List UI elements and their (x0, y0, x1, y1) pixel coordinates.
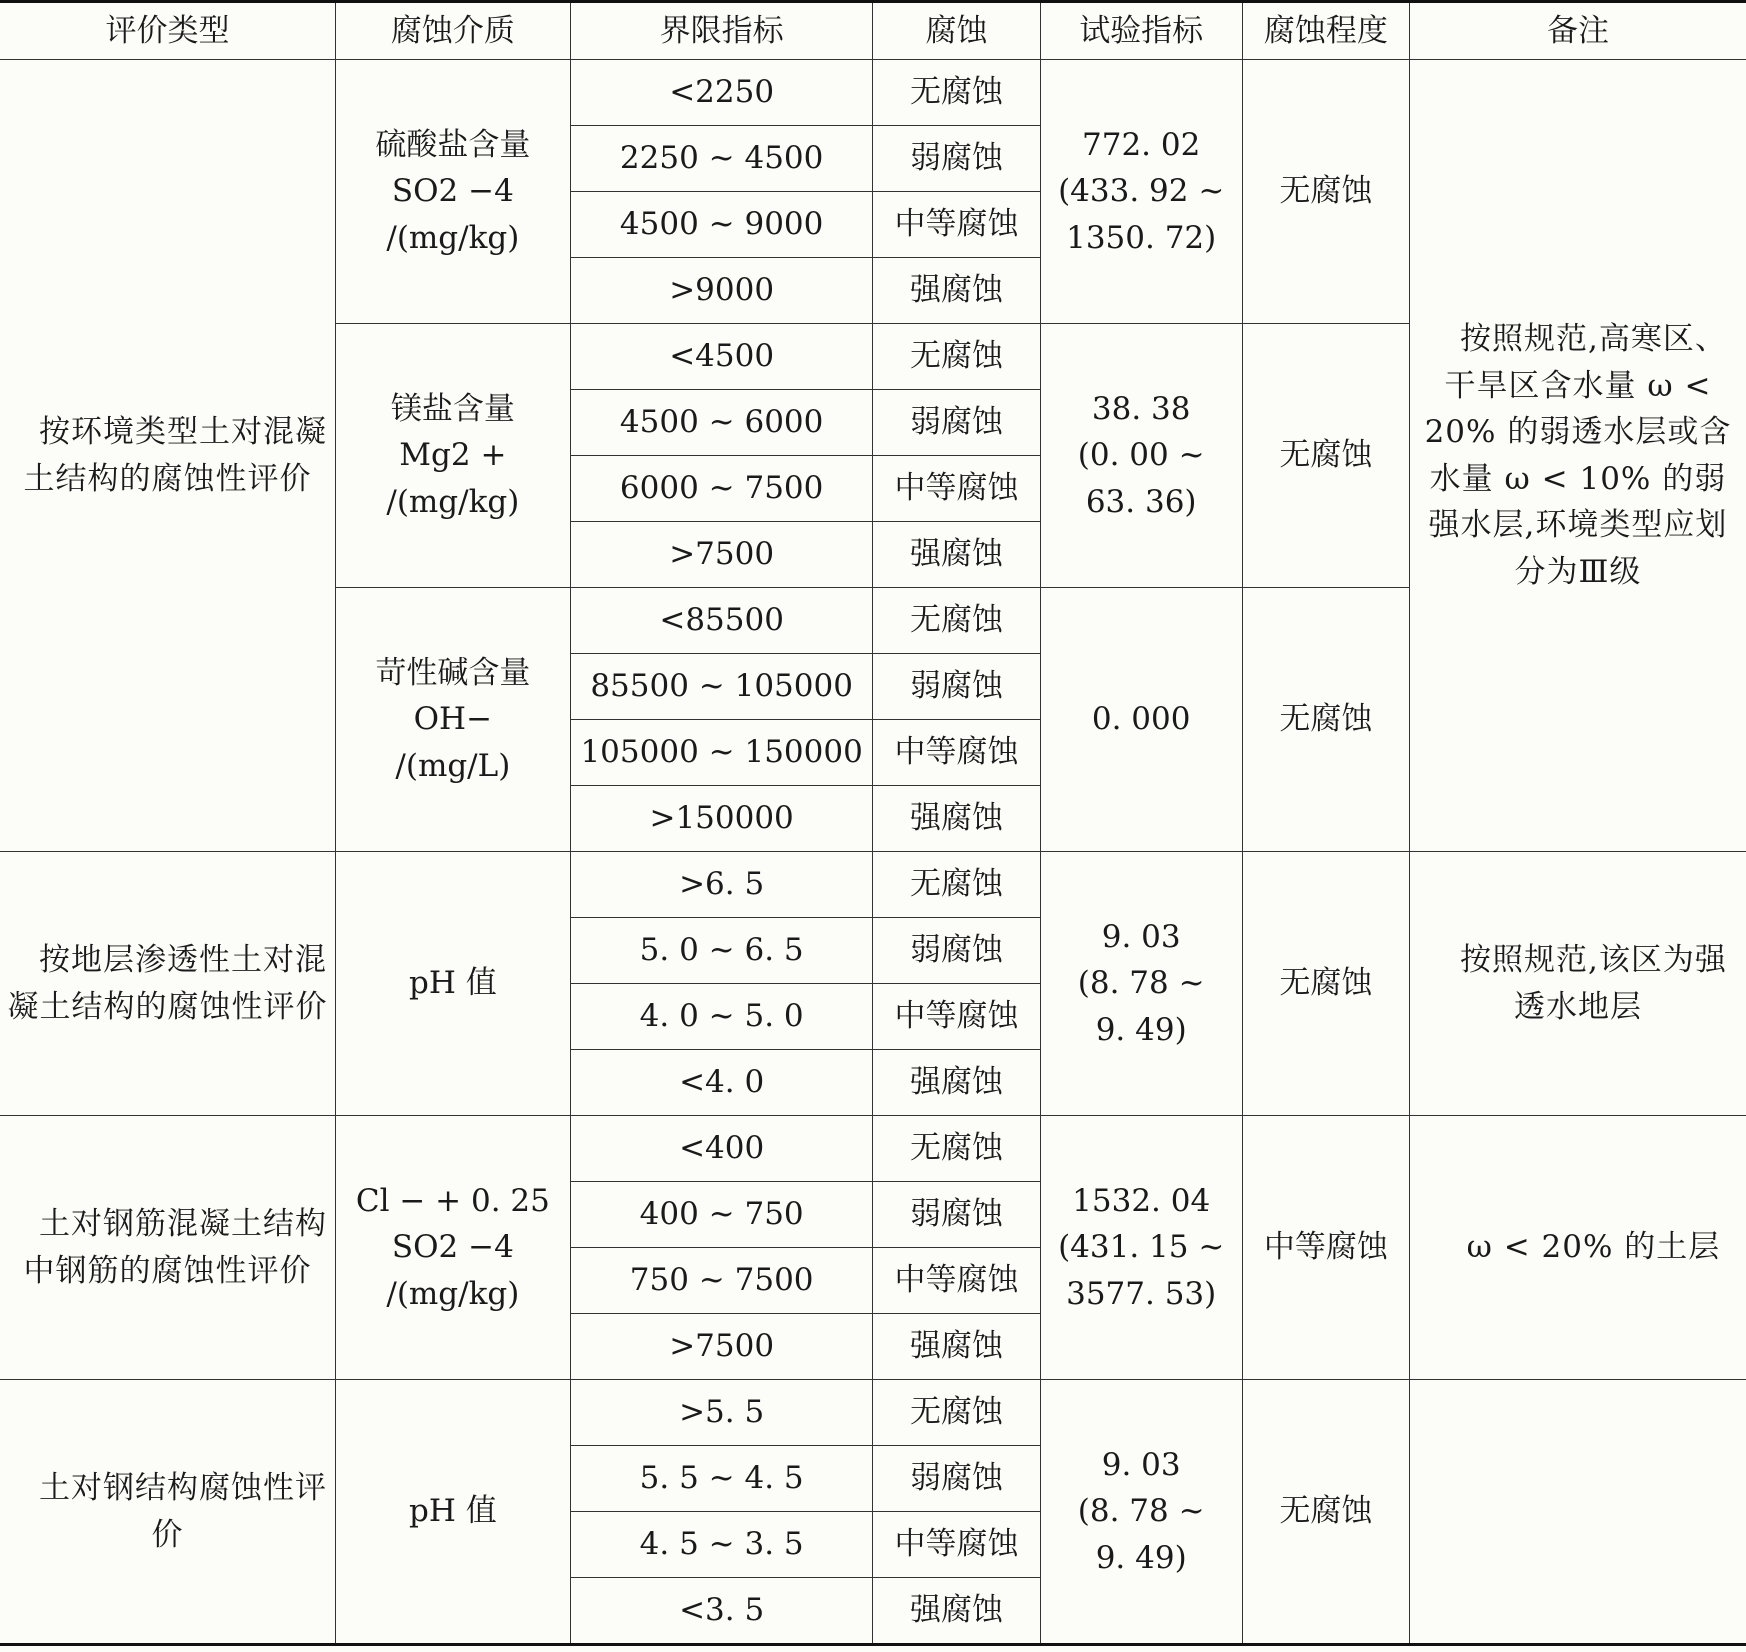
limit-value: >5. 5 (570, 1380, 873, 1446)
test-value-line: (0. 00 ~ (1077, 437, 1205, 474)
corrosion-level: 无腐蚀 (873, 1380, 1040, 1446)
formula-charge (466, 701, 492, 737)
test-value-line: 1350. 72) (1066, 219, 1217, 256)
test-value (1040, 1380, 1242, 1645)
test-value-line: (433. 92 ~ (1058, 173, 1225, 210)
header-cell-medium: 腐蚀介质 (335, 2, 570, 60)
limit-value: 5. 0 ~ 6. 5 (570, 918, 873, 984)
corrosion-level: 强腐蚀 (873, 1050, 1040, 1116)
corrosion-medium (335, 1380, 570, 1645)
formula-subscript: 4 (494, 1229, 514, 1266)
corrosion-level: 中等腐蚀 (873, 1248, 1040, 1314)
evaluation-category: 按环境类型土对混凝土结构的腐蚀性评价 (0, 60, 335, 852)
remark: 按照规范,该区为强透水地层 (1409, 852, 1746, 1116)
corrosion-level: 弱腐蚀 (873, 1182, 1040, 1248)
test-value-line: 9. 49) (1095, 1011, 1187, 1048)
test-value-line: (8. 78 ~ (1077, 1493, 1205, 1530)
corrosion-level: 强腐蚀 (873, 1314, 1040, 1380)
medium-line: pH 值 (408, 1493, 497, 1530)
limit-value: 5. 5 ~ 4. 5 (570, 1446, 873, 1512)
limit-value: >6. 5 (570, 852, 873, 918)
header-cell-test: 试验指标 (1040, 2, 1242, 60)
corrosion-degree-result: 无腐蚀 (1242, 852, 1409, 1116)
limit-value: 6000 ~ 7500 (570, 456, 873, 522)
corrosion-degree-result: 无腐蚀 (1242, 1380, 1409, 1645)
corrosion-level: 强腐蚀 (873, 258, 1040, 324)
corrosion-medium (335, 1116, 570, 1380)
test-value-line: 9. 03 (1101, 918, 1181, 955)
medium-line: /(mg/kg) (386, 1275, 520, 1312)
formula-base: SO (391, 1229, 439, 1266)
table-row (0, 1116, 1746, 1182)
corrosion-degree-result: 中等腐蚀 (1242, 1116, 1409, 1380)
limit-value: 4500 ~ 6000 (570, 390, 873, 456)
remark: ω < 20% 的土层 (1409, 1116, 1746, 1380)
evaluation-category: 按地层渗透性土对混凝土结构的腐蚀性评价 (0, 852, 335, 1116)
medium-formula (342, 696, 564, 743)
test-value-line: 38. 38 (1091, 390, 1191, 427)
corrosion-level: 弱腐蚀 (873, 1446, 1040, 1512)
limit-value: 4500 ~ 9000 (570, 192, 873, 258)
test-value (1040, 324, 1242, 588)
medium-line: 镁盐含量 (390, 390, 515, 427)
medium-formula (342, 1224, 564, 1271)
limit-value: <3. 5 (570, 1578, 873, 1645)
formula-charge (439, 1229, 514, 1265)
limit-value: 400 ~ 750 (570, 1182, 873, 1248)
table-row (0, 60, 1746, 126)
limit-value: >7500 (570, 522, 873, 588)
test-value (1040, 1116, 1242, 1380)
corrosion-level: 中等腐蚀 (873, 1512, 1040, 1578)
header-cell-degree: 腐蚀程度 (1242, 2, 1409, 60)
header-cell-corrosion: 腐蚀 (873, 2, 1040, 60)
header-cell-limit: 界限指标 (570, 2, 873, 60)
limit-value: >7500 (570, 1314, 873, 1380)
limit-value: 750 ~ 7500 (570, 1248, 873, 1314)
medium-line: 硫酸盐含量 (375, 126, 531, 163)
corrosion-level: 强腐蚀 (873, 786, 1040, 852)
corrosion-level: 中等腐蚀 (873, 456, 1040, 522)
test-value-line: 63. 36) (1085, 483, 1197, 520)
medium-line: pH 值 (408, 965, 497, 1002)
evaluation-category: 土对钢结构腐蚀性评价 (0, 1380, 335, 1645)
medium-line: /(mg/kg) (386, 219, 520, 256)
corrosion-level: 中等腐蚀 (873, 984, 1040, 1050)
limit-value: <4. 0 (570, 1050, 873, 1116)
limit-value: <2250 (570, 60, 873, 126)
test-value-line: 3577. 53) (1066, 1275, 1217, 1312)
remark (1409, 1380, 1746, 1645)
limit-value: 105000 ~ 150000 (570, 720, 873, 786)
corrosion-medium (335, 60, 570, 324)
formula-base: OH (413, 701, 467, 738)
formula-superscript: 2 + (450, 437, 507, 474)
medium-line: Cl − + 0. 25 (355, 1182, 550, 1219)
corrosion-level: 中等腐蚀 (873, 192, 1040, 258)
test-value-line: 9. 03 (1101, 1446, 1181, 1483)
corrosion-level: 弱腐蚀 (873, 918, 1040, 984)
test-value-line: 772. 02 (1082, 126, 1201, 163)
header-cell-category: 评价类型 (0, 2, 335, 60)
test-value-line: 1532. 04 (1072, 1182, 1211, 1219)
formula-superscript: 2 − (438, 173, 495, 210)
header-row (0, 2, 1746, 60)
formula-base: SO (391, 173, 439, 210)
medium-line: /(mg/L) (395, 747, 511, 784)
test-value-line: 9. 49) (1095, 1539, 1187, 1576)
corrosion-medium (335, 852, 570, 1116)
test-value (1040, 852, 1242, 1116)
corrosion-level: 强腐蚀 (873, 522, 1040, 588)
test-value-line: (431. 15 ~ (1058, 1229, 1225, 1266)
corrosion-degree-result: 无腐蚀 (1242, 60, 1409, 324)
table-row (0, 1380, 1746, 1446)
medium-line: /(mg/kg) (386, 483, 520, 520)
corrosion-level: 弱腐蚀 (873, 390, 1040, 456)
remark: 按照规范,高寒区、干旱区含水量 ω < 20% 的弱透水层或含水量 ω < 10% 的弱强水层,环境类型应划分为Ⅲ级 (1409, 60, 1746, 852)
formula-subscript: 4 (494, 173, 514, 210)
test-value (1040, 588, 1242, 852)
formula-superscript: 2 − (438, 1229, 495, 1266)
limit-value: >9000 (570, 258, 873, 324)
limit-value: <4500 (570, 324, 873, 390)
evaluation-category: 土对钢筋混凝土结构中钢筋的腐蚀性评价 (0, 1116, 335, 1380)
table-row (0, 852, 1746, 918)
limit-value: >150000 (570, 786, 873, 852)
corrosion-degree-result: 无腐蚀 (1242, 324, 1409, 588)
medium-line: 苛性碱含量 (375, 654, 531, 691)
corrosion-degree-result: 无腐蚀 (1242, 588, 1409, 852)
test-value-line: (8. 78 ~ (1077, 965, 1205, 1002)
limit-value: 2250 ~ 4500 (570, 126, 873, 192)
formula-superscript: − (466, 701, 493, 738)
corrosion-level: 强腐蚀 (873, 1578, 1040, 1645)
limit-value: <400 (570, 1116, 873, 1182)
medium-formula (342, 168, 564, 215)
formula-base: Mg (399, 437, 451, 474)
corrosion-level: 中等腐蚀 (873, 720, 1040, 786)
corrosion-level: 无腐蚀 (873, 1116, 1040, 1182)
formula-charge (451, 437, 507, 473)
corrosion-level: 无腐蚀 (873, 852, 1040, 918)
limit-value: 85500 ~ 105000 (570, 654, 873, 720)
limit-value: 4. 5 ~ 3. 5 (570, 1512, 873, 1578)
corrosion-level: 无腐蚀 (873, 324, 1040, 390)
test-value-line: 0. 000 (1091, 701, 1191, 738)
limit-value: 4. 0 ~ 5. 0 (570, 984, 873, 1050)
corrosion-level: 弱腐蚀 (873, 654, 1040, 720)
corrosion-level: 无腐蚀 (873, 588, 1040, 654)
header-cell-note: 备注 (1409, 2, 1746, 60)
corrosion-medium (335, 588, 570, 852)
medium-formula (342, 432, 564, 479)
test-value (1040, 60, 1242, 324)
corrosion-level: 弱腐蚀 (873, 126, 1040, 192)
limit-value: <85500 (570, 588, 873, 654)
formula-charge (439, 173, 514, 209)
corrosion-medium (335, 324, 570, 588)
corrosion-level: 无腐蚀 (873, 60, 1040, 126)
